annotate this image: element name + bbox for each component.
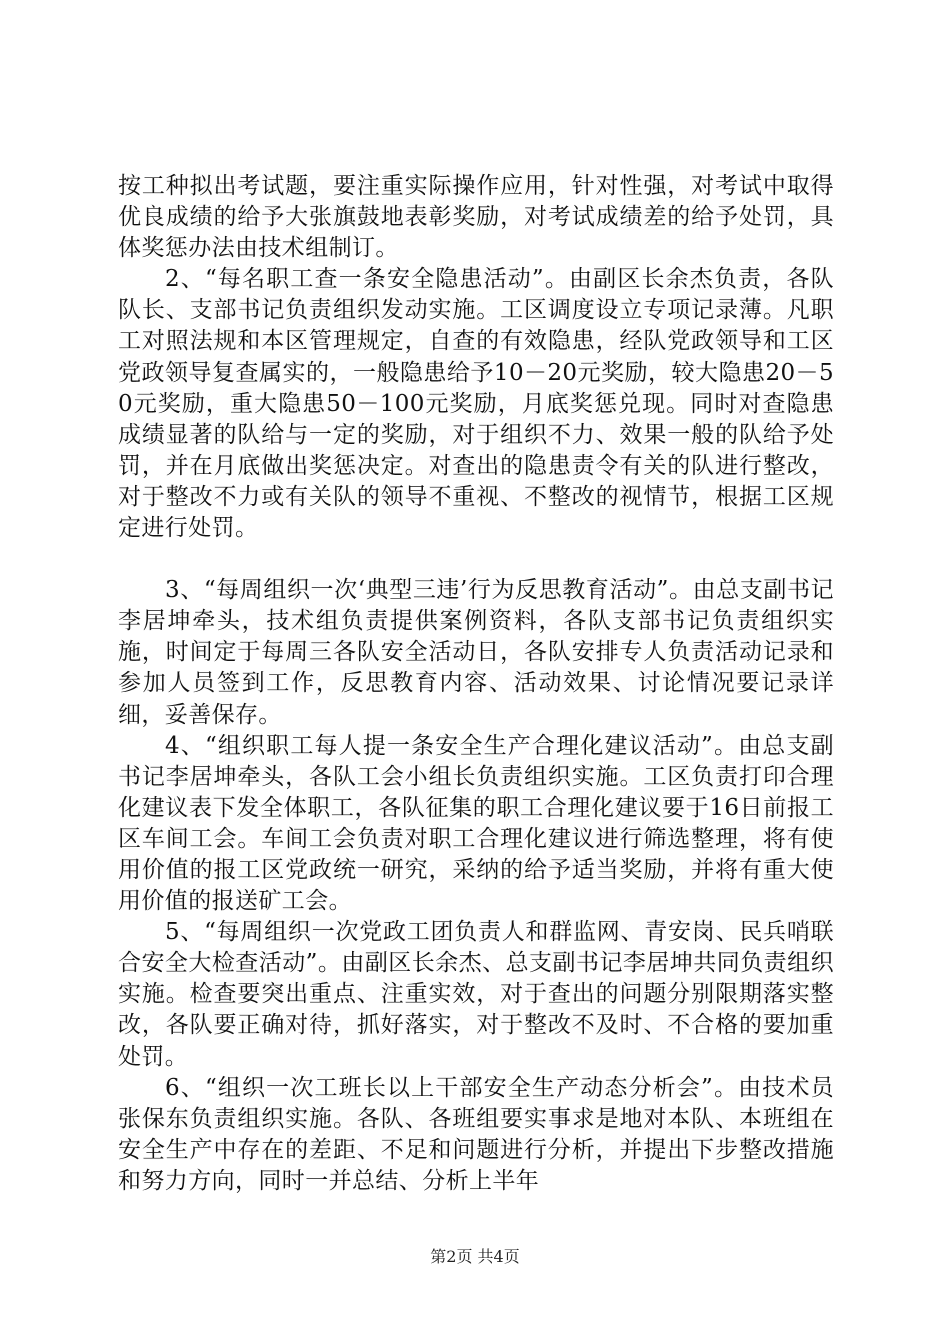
paragraph-item-3: 3、“每周组织一次‘典型三违’行为反思教育活动”。由总支副书记李居坤牵头，技术组负责提供案例资料，各队支部书记负责组织实施，时间定于每周三各队安全活动日，各队安排专人负责活动记录和参加人员签到工作，反思教育内容、活动效果、讨论情况要记录详细，妥善保存。 bbox=[118, 577, 834, 728]
document-body bbox=[118, 171, 834, 1197]
paragraph-item-6: 6、“组织一次工班长以上干部安全生产动态分析会”。由技术员张保东负责组织实施。各队、各班组要实事求是地对本队、本班组在安全生产中存在的差距、不足和问题进行分析，并提出下步整改措施和努力方向，同时一并总结、分析上半年 bbox=[118, 1074, 834, 1194]
page-number-footer: 第2页 共4页 bbox=[430, 1247, 520, 1266]
paragraph-continuation: 按工种拟出考试题，要注重实际操作应用，针对性强，对考试中取得优良成绩的给予大张旗鼓地表彰奖励，对考试成绩差的给予处罚，具体奖惩办法由技术组制订。 bbox=[118, 173, 834, 262]
paragraph-item-4: 4、“组织职工每人提一条安全生产合理化建议活动”。由总支副书记李居坤牵头，各队工会小组长负责组织实施。工区负责打印合理化建议表下发全体职工，各队征集的职工合理化建议要于16日前报工区车间工会。车间工会负责对职工合理化建议进行筛选整理，将有使用价值的报工区党政统一研究，采纳的给予适当奖励，并将有重大使用价值的报送矿工会。 bbox=[118, 732, 834, 915]
paragraph-item-2: 2、“每名职工查一条安全隐患活动”。由副区长余杰负责，各队队长、支部书记负责组织发动实施。工区调度设立专项记录薄。凡职工对照法规和本区管理规定，自查的有效隐患，经队党政领导和工区党政领导复查属实的，一般隐患给予10－20元奖励，较大隐患20－50元奖励，重大隐患50－100元奖励，月底奖惩兑现。同时对查隐患成绩显著的队给与一定的奖励，对于组织不力、效果一般的队给予处罚，并在月底做出奖惩决定。对查出的隐患责令有关的队进行整改，对于整改不力或有关队的领导不重视、不整改的视情节，根据工区规定进行处罚。 bbox=[118, 266, 834, 542]
paragraph-item-5: 5、“每周组织一次党政工团负责人和群监网、青安岗、民兵哨联合安全大检查活动”。由副区长余杰、总支副书记李居坤共同负责组织实施。检查要突出重点、注重实效，对于查出的问题分别限期落实整改，各队要正确对待，抓好落实，对于整改不及时、不合格的要加重处罚。 bbox=[118, 919, 834, 1070]
